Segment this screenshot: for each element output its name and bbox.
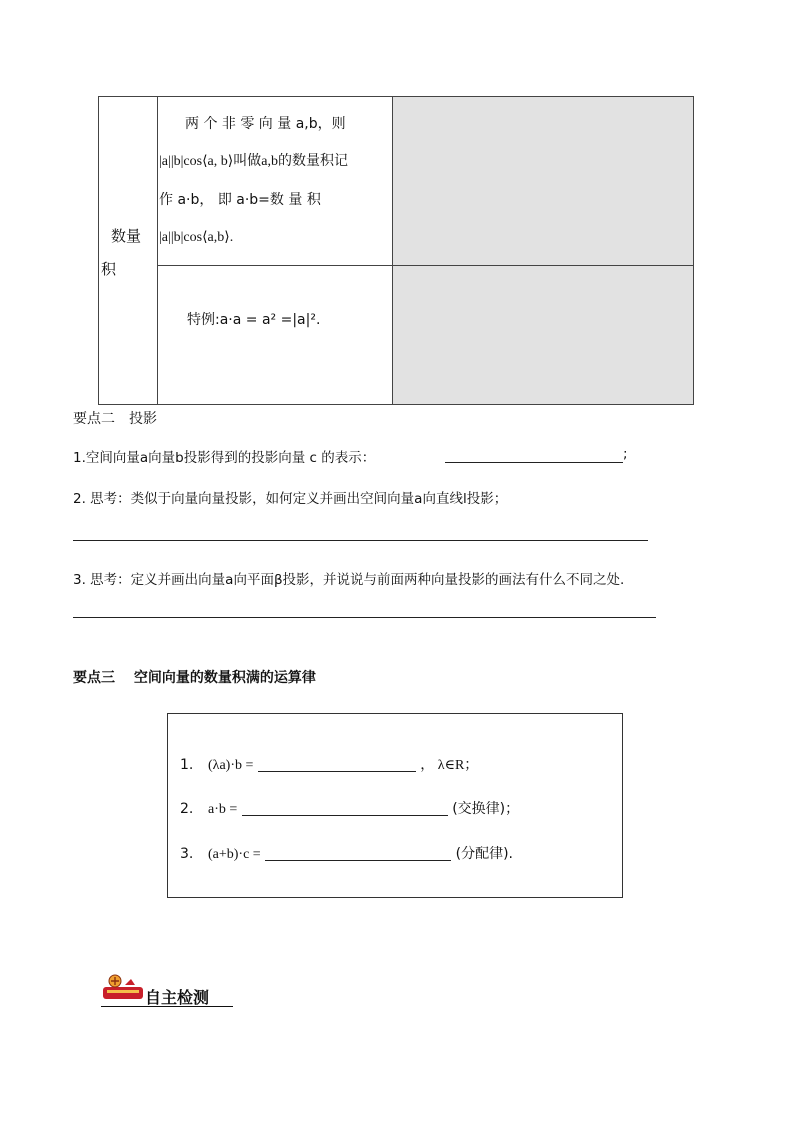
definition-line-3: 作 a·b， 即 a·b=数 量 积 xyxy=(159,192,321,208)
answer-line-q3[interactable] xyxy=(73,617,656,618)
answer-line-q1[interactable] xyxy=(445,462,623,463)
law-2: 2. a·b = (交换律)； xyxy=(180,801,520,817)
law-3-blank[interactable] xyxy=(265,846,451,861)
question-1: 1.空间向量a向量b投影得到的投影向量 c 的表示： xyxy=(73,450,376,466)
answer-cell-1 xyxy=(393,97,693,265)
self-test-underline xyxy=(101,1006,233,1007)
section2-title: 要点二 投影 xyxy=(73,411,157,427)
row-label-part2: 积 xyxy=(101,260,117,278)
definition-line-2: |a||b|cos⟨a, b⟩叫做a,b的数量积记 xyxy=(159,154,348,169)
section3-title: 要点三 空间向量的数量积满的运算律 xyxy=(73,670,316,686)
question-3: 3. 思考：定义并画出向量a向平面β投影，并说说与前面两种向量投影的画法有什么不同之处. xyxy=(73,572,625,588)
question-2: 2. 思考：类似于向量向量投影，如何定义并画出空间向量a向直线l投影； xyxy=(73,491,508,507)
law-3: 3. (a+b)·c = (分配律). xyxy=(180,846,513,862)
laws-box xyxy=(167,713,623,898)
answer-line-q2[interactable] xyxy=(73,540,648,541)
row-label-part1: 数量 xyxy=(111,227,142,245)
definition-line-1: 两 个 非 零 向 量 a,b，则 xyxy=(185,116,346,132)
self-test-icon xyxy=(101,973,145,1007)
special-case: 特例:a·a = a² =|a|². xyxy=(187,312,321,328)
self-test-title: 自主检测 xyxy=(145,988,210,1007)
law-1-blank[interactable] xyxy=(258,757,416,772)
definition-line-4: |a||b|cos⟨a,b⟩. xyxy=(159,230,234,245)
law-2-blank[interactable] xyxy=(242,801,448,816)
law-1: 1. (λa)·b = ， λ∈R； xyxy=(180,757,479,773)
definition-text xyxy=(159,105,391,257)
question-1-end: ; xyxy=(623,446,628,462)
definition-table xyxy=(98,96,694,405)
answer-cell-2 xyxy=(393,266,693,404)
